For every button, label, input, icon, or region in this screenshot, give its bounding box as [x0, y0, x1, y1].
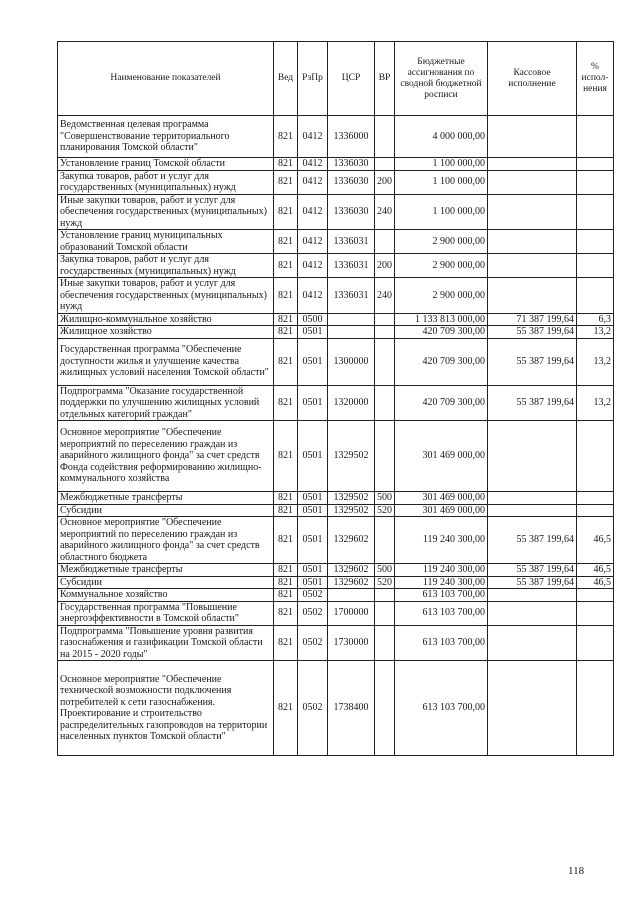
table-row: [58, 254, 614, 278]
cell-vr: [375, 589, 395, 602]
cell-ved: 821: [274, 517, 298, 564]
cell-budget: 2 900 000,00: [395, 254, 488, 278]
cell-cash: 55 387 199,64: [488, 517, 577, 564]
cell-rzpr: 0500: [298, 313, 328, 326]
cell-cash: 55 387 199,64: [488, 385, 577, 421]
cell-ved: 821: [274, 254, 298, 278]
cell-vr: 520: [375, 504, 395, 517]
cell-cash: [488, 254, 577, 278]
cell-rzpr: 0501: [298, 504, 328, 517]
cell-csr: 1700000: [328, 601, 375, 625]
cell-pct: 46,5: [577, 576, 614, 589]
header-vr: ВР: [375, 42, 395, 116]
cell-budget: 1 100 000,00: [395, 194, 488, 230]
cell-budget: 613 103 700,00: [395, 661, 488, 756]
cell-ved: 821: [274, 385, 298, 421]
table-row: [58, 230, 614, 254]
cell-rzpr: 0502: [298, 601, 328, 625]
cell-pct: [577, 589, 614, 602]
cell-csr: [328, 313, 375, 326]
table-row: [58, 576, 614, 589]
budget-table: [57, 41, 614, 756]
cell-cash: 71 387 199,64: [488, 313, 577, 326]
cell-pct: 13,2: [577, 338, 614, 385]
cell-cash: [488, 601, 577, 625]
cell-name: Основное мероприятие "Обеспечение мероприятий по переселению граждан из аварийного жилищного фонда" за счет средств Фонда содействия реформированию жилищно-коммунального хозяйства: [58, 421, 274, 492]
header-pct: % испол-нения: [577, 42, 614, 116]
cell-csr: 1329602: [328, 517, 375, 564]
header-rzpr: РзПр: [298, 42, 328, 116]
cell-cash: 55 387 199,64: [488, 326, 577, 339]
cell-pct: 46,5: [577, 517, 614, 564]
cell-budget: 420 709 300,00: [395, 326, 488, 339]
cell-csr: 1329502: [328, 492, 375, 505]
cell-name: Государственная программа "Повышение энергоэффективности в Томской области": [58, 601, 274, 625]
cell-csr: 1336030: [328, 194, 375, 230]
cell-name: Основное мероприятие "Обеспечение мероприятий по переселению граждан из аварийного жилищного фонда" за счет средств областного бюджета: [58, 517, 274, 564]
header-csr: ЦСР: [328, 42, 375, 116]
cell-vr: 240: [375, 278, 395, 314]
cell-pct: [577, 116, 614, 158]
cell-ved: 821: [274, 661, 298, 756]
cell-name: Жилищно-коммунальное хозяйство: [58, 313, 274, 326]
cell-cash: [488, 116, 577, 158]
cell-ved: 821: [274, 313, 298, 326]
cell-vr: [375, 661, 395, 756]
cell-csr: 1738400: [328, 661, 375, 756]
cell-rzpr: 0501: [298, 385, 328, 421]
cell-vr: 240: [375, 194, 395, 230]
cell-rzpr: 0412: [298, 170, 328, 194]
cell-rzpr: 0502: [298, 661, 328, 756]
table-row: [58, 421, 614, 492]
cell-pct: [577, 504, 614, 517]
cell-csr: 1329602: [328, 576, 375, 589]
cell-cash: [488, 194, 577, 230]
cell-budget: 613 103 700,00: [395, 589, 488, 602]
cell-cash: 55 387 199,64: [488, 564, 577, 577]
cell-csr: 1329602: [328, 564, 375, 577]
cell-pct: [577, 661, 614, 756]
cell-cash: [488, 278, 577, 314]
cell-budget: 1 133 813 000,00: [395, 313, 488, 326]
cell-budget: 1 100 000,00: [395, 158, 488, 171]
cell-ved: 821: [274, 278, 298, 314]
cell-name: Установление границ Томской области: [58, 158, 274, 171]
table-row: [58, 564, 614, 577]
cell-ved: 821: [274, 625, 298, 661]
cell-budget: 301 469 000,00: [395, 421, 488, 492]
cell-ved: 821: [274, 601, 298, 625]
cell-ved: 821: [274, 194, 298, 230]
cell-cash: [488, 230, 577, 254]
header-budget: Бюджетные ассигнования по сводной бюджетной росписи: [395, 42, 488, 116]
cell-csr: 1320000: [328, 385, 375, 421]
cell-budget: 2 900 000,00: [395, 230, 488, 254]
cell-budget: 1 100 000,00: [395, 170, 488, 194]
table-row: [58, 625, 614, 661]
cell-csr: [328, 589, 375, 602]
cell-vr: [375, 385, 395, 421]
cell-vr: [375, 313, 395, 326]
cell-rzpr: 0501: [298, 576, 328, 589]
cell-vr: [375, 517, 395, 564]
cell-rzpr: 0412: [298, 116, 328, 158]
cell-rzpr: 0501: [298, 338, 328, 385]
cell-ved: 821: [274, 158, 298, 171]
page-number: 118: [568, 865, 585, 877]
cell-name: Закупка товаров, работ и услуг для государственных (муниципальных) нужд: [58, 170, 274, 194]
cell-csr: 1336031: [328, 278, 375, 314]
cell-vr: [375, 421, 395, 492]
cell-name: Субсидии: [58, 504, 274, 517]
cell-name: Субсидии: [58, 576, 274, 589]
cell-ved: 821: [274, 589, 298, 602]
cell-name: Межбюджетные трансферты: [58, 564, 274, 577]
cell-budget: 119 240 300,00: [395, 564, 488, 577]
cell-budget: 301 469 000,00: [395, 504, 488, 517]
table-row: [58, 326, 614, 339]
header-ved: Вед: [274, 42, 298, 116]
cell-ved: 821: [274, 492, 298, 505]
cell-csr: 1336030: [328, 170, 375, 194]
cell-ved: 821: [274, 338, 298, 385]
cell-cash: [488, 589, 577, 602]
cell-csr: 1329502: [328, 504, 375, 517]
table-row: [58, 661, 614, 756]
table-row: [58, 385, 614, 421]
table-row: [58, 338, 614, 385]
table-row: [58, 517, 614, 564]
cell-name: Государственная программа "Обеспечение доступности жилья и улучшение качества жилищных условий населения Томской области": [58, 338, 274, 385]
cell-vr: [375, 230, 395, 254]
cell-cash: [488, 170, 577, 194]
table-header-row: [58, 42, 614, 116]
cell-rzpr: 0412: [298, 194, 328, 230]
table-row: [58, 492, 614, 505]
cell-name: Подпрограмма "Оказание государственной поддержки по улучшению жилищных условий отдельных категорий граждан": [58, 385, 274, 421]
cell-name: Межбюджетные трансферты: [58, 492, 274, 505]
cell-rzpr: 0502: [298, 589, 328, 602]
cell-cash: [488, 421, 577, 492]
cell-vr: 500: [375, 564, 395, 577]
cell-name: Жилищное хозяйство: [58, 326, 274, 339]
table-row: [58, 313, 614, 326]
cell-vr: [375, 116, 395, 158]
cell-pct: [577, 601, 614, 625]
cell-rzpr: 0501: [298, 517, 328, 564]
cell-vr: 520: [375, 576, 395, 589]
cell-vr: [375, 338, 395, 385]
cell-rzpr: 0412: [298, 158, 328, 171]
cell-budget: 2 900 000,00: [395, 278, 488, 314]
cell-pct: [577, 625, 614, 661]
header-cash: Кассовое исполнение: [488, 42, 577, 116]
cell-pct: [577, 254, 614, 278]
table-row: [58, 589, 614, 602]
cell-budget: 420 709 300,00: [395, 338, 488, 385]
table-row: [58, 278, 614, 314]
cell-vr: 200: [375, 170, 395, 194]
cell-budget: 119 240 300,00: [395, 517, 488, 564]
cell-rzpr: 0412: [298, 230, 328, 254]
cell-rzpr: 0502: [298, 625, 328, 661]
cell-ved: 821: [274, 421, 298, 492]
cell-csr: 1329502: [328, 421, 375, 492]
cell-budget: 119 240 300,00: [395, 576, 488, 589]
cell-pct: [577, 492, 614, 505]
cell-cash: [488, 661, 577, 756]
cell-csr: 1300000: [328, 338, 375, 385]
cell-pct: [577, 194, 614, 230]
cell-cash: [488, 625, 577, 661]
cell-budget: 301 469 000,00: [395, 492, 488, 505]
cell-rzpr: 0501: [298, 564, 328, 577]
cell-pct: 46,5: [577, 564, 614, 577]
table-row: [58, 194, 614, 230]
cell-vr: [375, 158, 395, 171]
cell-pct: [577, 158, 614, 171]
cell-pct: 13,2: [577, 385, 614, 421]
cell-ved: 821: [274, 504, 298, 517]
cell-name: Иные закупки товаров, работ и услуг для обеспечения государственных (муниципальных) нужд: [58, 194, 274, 230]
cell-csr: 1730000: [328, 625, 375, 661]
header-name: Наименование показателей: [58, 42, 274, 116]
cell-vr: 200: [375, 254, 395, 278]
cell-budget: 613 103 700,00: [395, 601, 488, 625]
cell-cash: [488, 158, 577, 171]
cell-pct: 6,3: [577, 313, 614, 326]
cell-name: Коммунальное хозяйство: [58, 589, 274, 602]
cell-ved: 821: [274, 564, 298, 577]
table-row: [58, 116, 614, 158]
cell-rzpr: 0501: [298, 492, 328, 505]
cell-pct: [577, 278, 614, 314]
cell-cash: 55 387 199,64: [488, 576, 577, 589]
cell-vr: [375, 601, 395, 625]
table-row: [58, 601, 614, 625]
cell-budget: 613 103 700,00: [395, 625, 488, 661]
cell-csr: [328, 326, 375, 339]
cell-name: Иные закупки товаров, работ и услуг для обеспечения государственных (муниципальных) нужд: [58, 278, 274, 314]
cell-vr: 500: [375, 492, 395, 505]
cell-csr: 1336031: [328, 254, 375, 278]
cell-name: Ведомственная целевая программа "Совершенствование территориального планирования Томской области": [58, 116, 274, 158]
cell-name: Основное мероприятие "Обеспечение технической возможности подключения потребителей к сети газоснабжения. Проектирование и строительство распределительных газопроводов на территории населенных пунктов Томской области": [58, 661, 274, 756]
cell-cash: [488, 492, 577, 505]
cell-pct: [577, 421, 614, 492]
table-row: [58, 170, 614, 194]
cell-cash: [488, 504, 577, 517]
cell-cash: 55 387 199,64: [488, 338, 577, 385]
cell-name: Закупка товаров, работ и услуг для государственных (муниципальных) нужд: [58, 254, 274, 278]
cell-pct: [577, 230, 614, 254]
cell-csr: 1336031: [328, 230, 375, 254]
cell-pct: 13,2: [577, 326, 614, 339]
cell-rzpr: 0412: [298, 254, 328, 278]
cell-pct: [577, 170, 614, 194]
cell-name: Подпрограмма "Повышение уровня развития газоснабжения и газификации Томской области на 2015 - 2020 годы": [58, 625, 274, 661]
cell-vr: [375, 625, 395, 661]
cell-name: Установление границ муниципальных образований Томской области: [58, 230, 274, 254]
cell-ved: 821: [274, 576, 298, 589]
cell-ved: 821: [274, 116, 298, 158]
cell-vr: [375, 326, 395, 339]
table-row: [58, 158, 614, 171]
cell-budget: 420 709 300,00: [395, 385, 488, 421]
cell-ved: 821: [274, 170, 298, 194]
cell-csr: 1336000: [328, 116, 375, 158]
cell-rzpr: 0501: [298, 326, 328, 339]
cell-ved: 821: [274, 326, 298, 339]
cell-rzpr: 0412: [298, 278, 328, 314]
table-body: [58, 116, 614, 756]
cell-ved: 821: [274, 230, 298, 254]
cell-rzpr: 0501: [298, 421, 328, 492]
cell-budget: 4 000 000,00: [395, 116, 488, 158]
cell-csr: 1336030: [328, 158, 375, 171]
table-row: [58, 504, 614, 517]
